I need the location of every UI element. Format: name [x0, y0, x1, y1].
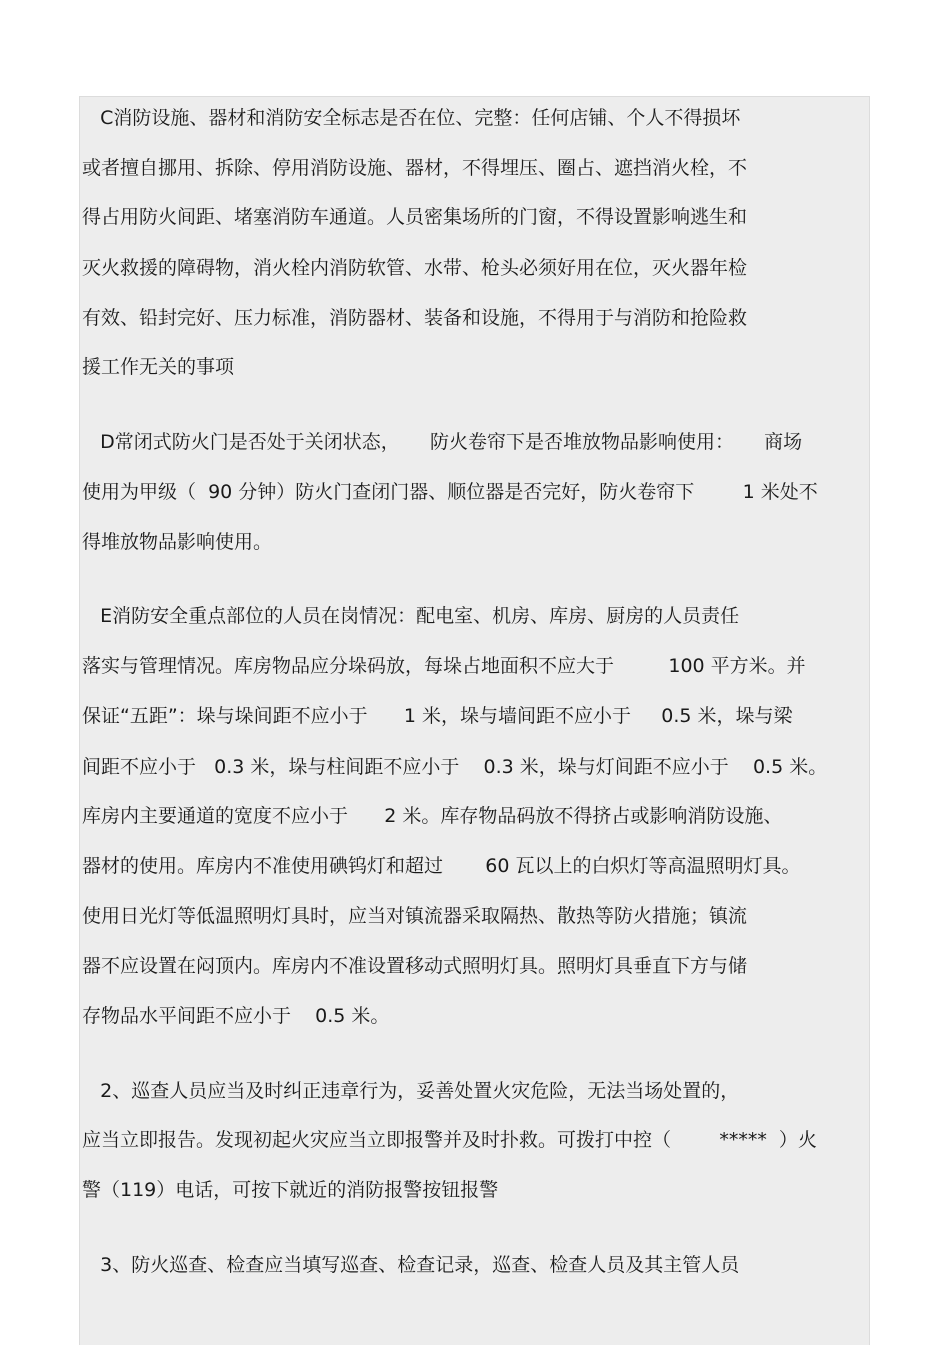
text-line: 3、防火巡查、检查应当填写巡查、检查记录，巡查、检查人员及其主管人员	[82, 1254, 740, 1276]
text-line: 使用日光灯等低温照明灯具时，应当对镇流器采取隔热、散热等防火措施；镇流	[82, 905, 748, 927]
text-line: 存物品水平间距不应小于 0.5 米。	[82, 1005, 390, 1027]
text-line: 灭火救援的障碍物，消火栓内消防软管、水带、枪头必须好用在位，灭火器年检	[82, 257, 748, 279]
text-line: 有效、铅封完好、压力标准，消防器材、装备和设施，不得用于与消防和抢险救	[82, 307, 748, 329]
text-line: 2、巡查人员应当及时纠正违章行为，妥善处置火灾危险，无法当场处置的，	[82, 1080, 740, 1102]
text-line: C消防设施、器材和消防安全标志是否在位、完整：任何店铺、个人不得损坏	[82, 107, 741, 129]
text-line: 警（119）电话，可按下就近的消防报警按钮报警	[82, 1179, 499, 1201]
text-line: 保证“五距”：垛与垛间距不应小于 1 米，垛与墙间距不应小于 0.5 米，垛与梁	[82, 705, 793, 727]
text-line: 使用为甲级（ 90 分钟）防火门查闭门器、顺位器是否完好，防火卷帘下 1 米处不	[82, 481, 818, 503]
text-line: 或者擅自挪用、拆除、停用消防设施、器材，不得埋压、圈占、遮挡消火栓，不	[82, 157, 748, 179]
text-line: 器不应设置在闷顶内。库房内不准设置移动式照明灯具。照明灯具垂直下方与储	[82, 955, 748, 977]
text-line: 援工作无关的事项	[82, 356, 235, 378]
text-line: 落实与管理情况。库房物品应分垛码放，每垛占地面积不应大于 100 平方米。并	[82, 655, 806, 677]
text-line: 得占用防火间距、堵塞消防车通道。人员密集场所的门窗，不得设置影响逃生和	[82, 206, 748, 228]
text-line: E消防安全重点部位的人员在岗情况：配电室、机房、库房、厨房的人员责任	[82, 605, 740, 627]
text-line: 库房内主要通道的宽度不应小于 2 米。库存物品码放不得挤占或影响消防设施、	[82, 805, 783, 827]
text-line: 应当立即报告。发现初起火灾应当立即报警并及时扑救。可拨打中控（ ***** ）火	[82, 1129, 817, 1151]
text-line: 器材的使用。库房内不准使用碘钨灯和超过 60 瓦以上的白炽灯等高温照明灯具。	[82, 855, 801, 877]
text-line: 间距不应小于 0.3 米，垛与柱间距不应小于 0.3 米，垛与灯间距不应小于 0.5 米。	[82, 756, 828, 778]
text-line: D常闭式防火门是否处于关闭状态， 防火卷帘下是否堆放物品影响使用： 商场	[82, 431, 803, 453]
text-line: 得堆放物品影响使用。	[82, 531, 273, 553]
